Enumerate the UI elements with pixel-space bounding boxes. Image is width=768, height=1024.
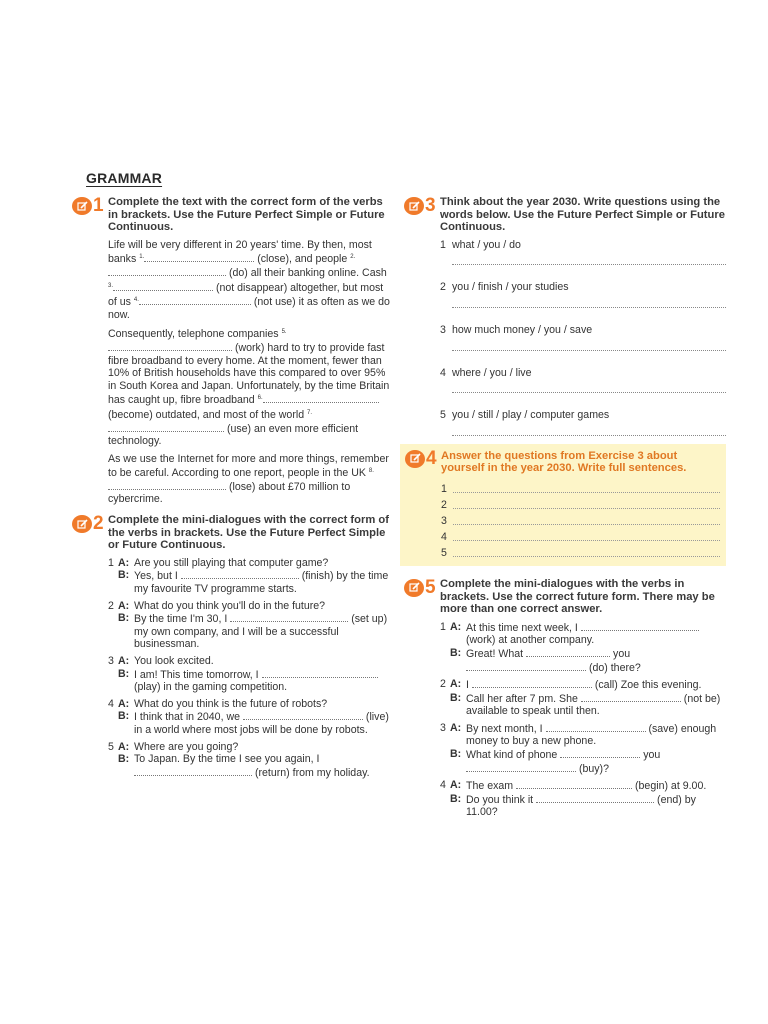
speaker-a: A: bbox=[118, 697, 130, 710]
speaker-b: B: bbox=[450, 748, 462, 761]
gap-7[interactable] bbox=[108, 422, 224, 432]
item-number: 4 bbox=[108, 697, 114, 710]
text-fragment: Great! What bbox=[466, 647, 524, 660]
gap[interactable] bbox=[526, 647, 610, 657]
line-b bbox=[466, 647, 726, 674]
text-fragment: As we use the Internet for more and more things, remember to be careful. According to one report, people in the UK bbox=[108, 452, 389, 480]
dialogue-item bbox=[108, 741, 390, 780]
text-fragment: (work) at another company. bbox=[466, 634, 595, 647]
speaker-b: B: bbox=[450, 646, 462, 659]
text-fragment: (not use) it as often as we do now. bbox=[108, 296, 390, 321]
text-fragment: Call her after 7 pm. She bbox=[466, 692, 578, 705]
dialogue-item: 4 A: The exam (begin) at 9.00. B: Do you think it (end) by 11.00? bbox=[440, 779, 726, 819]
gap[interactable] bbox=[546, 722, 646, 732]
line-b bbox=[134, 710, 390, 736]
question-list bbox=[440, 239, 726, 436]
gap[interactable] bbox=[560, 748, 640, 758]
exercise-number: 2 bbox=[93, 513, 104, 535]
answer-line[interactable] bbox=[453, 523, 720, 525]
text-fragment: (buy)? bbox=[578, 762, 609, 775]
exercise-5 bbox=[404, 578, 726, 819]
text-fragment: I think that in 2040, we bbox=[134, 711, 241, 724]
item-number: 1 bbox=[108, 556, 114, 569]
text-fragment: To Japan. By the time I see you again, I bbox=[134, 753, 320, 766]
line-b bbox=[466, 748, 726, 775]
line-b bbox=[466, 793, 726, 819]
question-item bbox=[440, 409, 726, 436]
answer-lines bbox=[441, 480, 720, 560]
line-a bbox=[466, 621, 726, 647]
speaker-b: B: bbox=[118, 753, 130, 766]
paragraph-1 bbox=[108, 239, 390, 322]
gap[interactable] bbox=[134, 766, 252, 776]
text-fragment: Life will be very different in 20 years' time. By then, most banks bbox=[108, 238, 372, 266]
pencil-edit-icon bbox=[72, 197, 92, 215]
line-b bbox=[134, 753, 390, 779]
exercise-4-marker bbox=[405, 447, 437, 470]
item-number: 1 bbox=[441, 483, 447, 496]
dialogue-item: 3 A: By next month, I (save) enough money to buy a new phone. B: What kind of phone you (buy)? bbox=[440, 722, 726, 775]
prompt-words: you / finish / your studies bbox=[452, 281, 569, 294]
speaker-a: A: bbox=[450, 678, 462, 691]
speaker-b: B: bbox=[450, 691, 462, 704]
text-fragment: (not disappear) altogether, but most of us bbox=[108, 281, 384, 309]
prompt-words: how much money / you / save bbox=[452, 323, 593, 336]
line-a: What do you think you'll do in the future? bbox=[134, 599, 326, 612]
gap-5[interactable] bbox=[108, 341, 232, 351]
gap[interactable] bbox=[581, 692, 681, 702]
prompt-words: you / still / play / computer games bbox=[452, 409, 610, 422]
blank-number: 3. bbox=[108, 282, 114, 289]
speaker-b: B: bbox=[118, 667, 130, 680]
answer-row[interactable] bbox=[441, 528, 720, 544]
gap[interactable] bbox=[466, 661, 586, 671]
dialogue-item bbox=[108, 557, 390, 596]
text-fragment: What kind of phone bbox=[466, 749, 558, 762]
exercise-1 bbox=[72, 196, 390, 506]
line-b bbox=[134, 668, 390, 694]
line-a bbox=[466, 722, 726, 748]
dialogue-item: 2 A: I (call) Zoe this evening. B: Call her after 7 pm. She (not be) available to speak until then. bbox=[440, 678, 726, 718]
text-fragment: (work) hard to try to provide fast fibre broadband to every home. At the moment, fewer than 10% of British households have this compared to over 95% in South Korea and Japan. Unfortunately, by the time Britain has caught up, fibre broadband bbox=[108, 341, 390, 407]
blank-number: 4. bbox=[133, 297, 139, 304]
text-fragment: Yes, but I bbox=[134, 570, 178, 583]
item-number: 3 bbox=[440, 323, 446, 336]
answer-line[interactable] bbox=[453, 539, 720, 541]
blank-number: 5. bbox=[281, 329, 287, 336]
answer-line[interactable] bbox=[452, 434, 726, 436]
prompt-words: what / you / do bbox=[452, 238, 521, 251]
exercise-instruction: Answer the questions from Exercise 3 about yourself in the year 2030. Write full sentences. bbox=[441, 449, 687, 475]
text-fragment: (begin) at 9.00. bbox=[635, 780, 707, 793]
blank-number: 1. bbox=[139, 254, 145, 261]
speaker-b: B: bbox=[118, 569, 130, 582]
speaker-b: B: bbox=[118, 710, 130, 723]
gap[interactable] bbox=[181, 569, 299, 579]
text-fragment: (do) all their banking online. Cash bbox=[228, 266, 387, 279]
answer-row[interactable] bbox=[441, 544, 720, 560]
exercise-3-marker bbox=[404, 197, 436, 217]
blank-number: 8. bbox=[368, 468, 374, 475]
question-item bbox=[440, 367, 726, 394]
text-fragment: (save) enough money to buy a new phone. bbox=[466, 722, 717, 748]
speaker-b: B: bbox=[450, 792, 462, 805]
line-b bbox=[134, 569, 390, 595]
speaker-a: A: bbox=[118, 740, 130, 753]
text-fragment: I bbox=[466, 679, 469, 692]
pencil-edit-icon bbox=[405, 450, 425, 468]
paragraph-2 bbox=[108, 326, 390, 447]
dialogue-item bbox=[108, 698, 390, 737]
prompt-words: where / you / live bbox=[452, 366, 532, 379]
exercise-1-marker bbox=[72, 197, 104, 217]
line-a: Are you still playing that computer game? bbox=[134, 556, 329, 569]
text-fragment: (use) an even more efficient technology. bbox=[108, 422, 359, 448]
pencil-edit-icon bbox=[404, 197, 424, 215]
line-b bbox=[134, 612, 390, 651]
item-number: 3 bbox=[441, 515, 447, 528]
exercise-instruction: Complete the text with the correct form of the verbs in brackets. Use the Future Perfect Simple or Future Continuous. bbox=[108, 196, 385, 234]
item-number: 5 bbox=[441, 547, 447, 560]
speaker-a: A: bbox=[118, 655, 130, 667]
exercise-instruction: Think about the year 2030. Write questions using the words below. Use the Future Perfect Simple or Future Continuous. bbox=[440, 196, 725, 234]
right-column bbox=[404, 196, 726, 823]
gap[interactable] bbox=[466, 762, 576, 772]
gap-4[interactable] bbox=[139, 295, 251, 305]
section-heading: GRAMMAR bbox=[86, 170, 163, 186]
text-fragment: (end) by 11.00? bbox=[466, 793, 696, 819]
gap[interactable] bbox=[516, 779, 632, 789]
answer-line[interactable] bbox=[452, 306, 726, 308]
text-fragment: (lose) about £70 million to cybercrime. bbox=[108, 480, 351, 506]
blank-number: 2. bbox=[350, 254, 356, 261]
exercise-5-marker bbox=[404, 576, 436, 599]
question-item bbox=[440, 324, 726, 351]
answer-line[interactable] bbox=[452, 263, 726, 265]
text-fragment: By the time I'm 30, I bbox=[134, 613, 228, 626]
speaker-b: B: bbox=[118, 612, 130, 625]
dialogue-item: 1 A: At this time next week, I (work) at another company. B: Great! What you (do) there? bbox=[440, 621, 726, 674]
answer-line[interactable] bbox=[453, 555, 720, 557]
gap[interactable] bbox=[243, 710, 363, 720]
question-item bbox=[440, 281, 726, 308]
text-fragment: (close), and people bbox=[257, 253, 348, 266]
text-fragment: (live) in a world where most jobs will be done by robots. bbox=[134, 711, 389, 736]
text-fragment: The exam bbox=[466, 780, 514, 793]
item-number: 5 bbox=[440, 409, 446, 422]
blank-number: 7. bbox=[307, 409, 313, 416]
text-fragment: (finish) by the time my favourite TV programme starts. bbox=[134, 570, 389, 596]
dialogue-item bbox=[108, 655, 390, 694]
text-fragment: I am! This time tomorrow, I bbox=[134, 668, 259, 681]
answer-line[interactable] bbox=[452, 349, 726, 351]
gap-8[interactable] bbox=[108, 480, 226, 490]
text-fragment: Do you think it bbox=[466, 793, 534, 806]
text-fragment: (play) in the gaming competition. bbox=[134, 681, 288, 694]
item-number: 2 bbox=[108, 599, 114, 612]
gap-2[interactable] bbox=[108, 266, 226, 276]
text-fragment: Consequently, telephone companies bbox=[108, 328, 279, 341]
dialogue-item bbox=[108, 600, 390, 651]
text-fragment: you bbox=[643, 749, 661, 762]
gap[interactable] bbox=[262, 668, 378, 678]
exercise-2-marker bbox=[72, 515, 104, 535]
item-number: 4 bbox=[440, 366, 446, 379]
exercise-instruction: Complete the mini-dialogues with the correct form of the verbs in brackets. Use the Future Perfect Simple or Future Continuous. bbox=[108, 514, 389, 552]
pencil-edit-icon bbox=[404, 579, 424, 597]
gap[interactable] bbox=[230, 612, 348, 622]
exercise-number: 5 bbox=[425, 576, 436, 598]
speaker-a: A: bbox=[450, 721, 462, 734]
line-a: You look excited. bbox=[134, 655, 214, 667]
speaker-a: A: bbox=[118, 556, 130, 569]
gap-6[interactable] bbox=[263, 393, 379, 403]
exercise-2 bbox=[72, 514, 390, 779]
pencil-edit-icon bbox=[72, 515, 92, 533]
text-fragment: By next month, I bbox=[466, 722, 543, 735]
line-a bbox=[466, 779, 726, 793]
exercise-instruction: Complete the mini-dialogues with the verbs in brackets. Use the correct future form. There may be more than one correct answer. bbox=[440, 577, 715, 616]
line-a: What do you think is the future of robots? bbox=[134, 697, 328, 710]
line-b bbox=[466, 692, 726, 718]
text-fragment: (set up) my own company, and I will be a successful businessman. bbox=[134, 613, 388, 651]
text-fragment: (become) outdated, and most of the world bbox=[108, 408, 305, 421]
dialogue-list bbox=[108, 557, 390, 780]
exercise-4 bbox=[400, 444, 726, 566]
answer-row[interactable] bbox=[441, 512, 720, 528]
text-fragment: (return) from my holiday. bbox=[254, 766, 370, 779]
item-number: 3 bbox=[108, 655, 114, 667]
dialogue-list bbox=[440, 621, 726, 819]
text-fragment: (not be) available to speak until then. bbox=[466, 692, 721, 718]
question-item bbox=[440, 239, 726, 266]
blank-number: 6. bbox=[257, 395, 263, 402]
line-a: Where are you going? bbox=[134, 740, 239, 753]
text-fragment: (call) Zoe this evening. bbox=[594, 679, 702, 692]
answer-row[interactable] bbox=[441, 480, 720, 496]
gap-1[interactable] bbox=[144, 252, 254, 262]
item-number: 5 bbox=[108, 740, 114, 753]
text-fragment: (do) there? bbox=[588, 661, 641, 674]
answer-line[interactable] bbox=[453, 507, 720, 509]
left-column bbox=[72, 196, 390, 783]
answer-line[interactable] bbox=[452, 391, 726, 393]
answer-row[interactable] bbox=[441, 496, 720, 512]
gap-3[interactable] bbox=[113, 281, 213, 291]
item-number: 1 bbox=[440, 238, 446, 251]
item-number: 2 bbox=[441, 499, 447, 512]
answer-line[interactable] bbox=[453, 491, 720, 493]
gap[interactable] bbox=[581, 621, 699, 631]
line-a bbox=[466, 678, 726, 692]
speaker-a: A: bbox=[450, 620, 462, 633]
exercise-number: 3 bbox=[425, 195, 436, 216]
text-fragment: you bbox=[613, 647, 631, 660]
speaker-a: A: bbox=[118, 599, 130, 612]
gap[interactable] bbox=[536, 793, 654, 803]
item-number: 4 bbox=[441, 531, 447, 544]
speaker-a: A: bbox=[450, 779, 462, 792]
paragraph-3 bbox=[108, 453, 390, 506]
exercise-3 bbox=[404, 196, 726, 436]
exercise-number: 1 bbox=[93, 195, 104, 216]
gap[interactable] bbox=[472, 678, 592, 688]
text-fragment: At this time next week, I bbox=[466, 621, 578, 634]
exercise-number: 4 bbox=[426, 447, 437, 469]
item-number: 2 bbox=[440, 281, 446, 294]
